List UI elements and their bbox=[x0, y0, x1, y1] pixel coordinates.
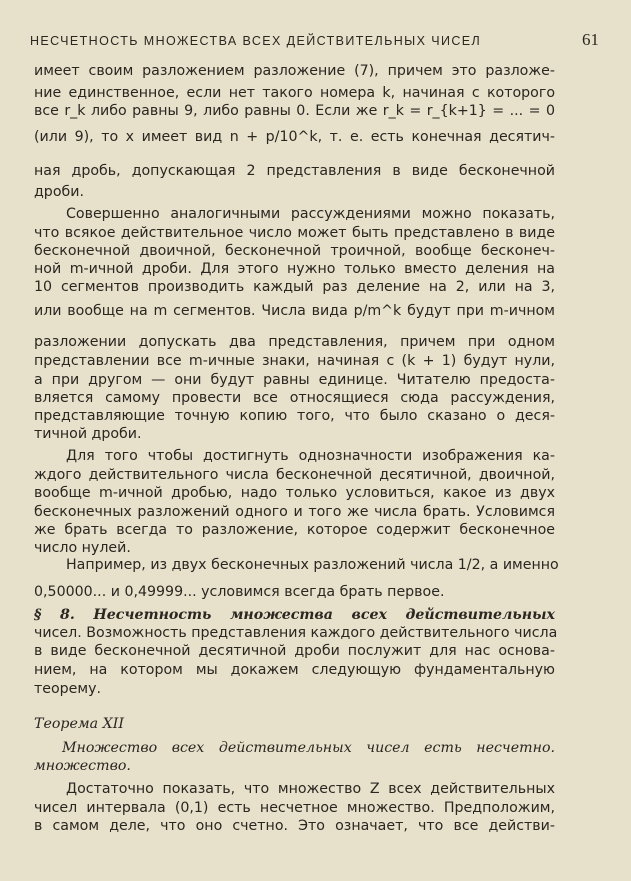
text-line: же брать всегда то разложение, которое содержит бесконечное bbox=[34, 522, 555, 538]
text-line: дроби. bbox=[34, 184, 84, 200]
text-line: множество. bbox=[34, 758, 131, 774]
text-line: Достаточно показать, что множество Z всех действительных bbox=[66, 781, 555, 797]
text-line: Совершенно аналогичными рассуждениями можно показать, bbox=[66, 206, 555, 222]
text-line: нием, на котором мы докажем следующую фундаментальную bbox=[34, 662, 555, 678]
text-line: а при другом — они будут равны единице. Читателю предоста- bbox=[34, 372, 555, 388]
text-line: представляющие точную копию того, что было сказано о деся- bbox=[34, 408, 555, 424]
text-line: вообще m-ичной дробью, надо только условиться, какое из двух bbox=[34, 485, 555, 501]
text-line: 10 сегментов производить каждый раз деление на 2, или на 3, bbox=[34, 279, 555, 295]
text-line: Например, из двух бесконечных разложений числа 1/2, а именно bbox=[66, 557, 559, 573]
text-line: ная дробь, допускающая 2 представления в виде бесконечной bbox=[34, 163, 555, 179]
header-title: НЕСЧЕТНОСТЬ МНОЖЕСТВА ВСЕХ ДЕЙСТВИТЕЛЬНЫХ ЧИСЕЛ bbox=[30, 34, 482, 48]
text-line: ние единственное, если нет такого номера k, начиная с которого bbox=[34, 85, 555, 101]
page-number: 61 bbox=[582, 30, 599, 49]
text-line: в виде бесконечной десятичной дроби послужит для нас основа- bbox=[34, 643, 555, 659]
text-line: разложении допускать два представления, причем при одном bbox=[34, 334, 555, 350]
text-line: (или 9), то x имеет вид n + p/10^k, т. е. есть конечная десятич- bbox=[34, 129, 555, 145]
running-header bbox=[30, 30, 599, 52]
text-line: § 8. Несчетность множества всех действительных bbox=[34, 607, 555, 623]
text-line: имеет своим разложением разложение (7), причем это разложе- bbox=[34, 63, 555, 79]
text-line: в самом деле, что оно счетно. Это означает, что все действи- bbox=[34, 818, 555, 834]
text-line: что всякое действительное число может быть представлено в виде bbox=[34, 225, 555, 241]
text-line: Для того чтобы достигнуть однозначности изображения ка- bbox=[66, 448, 555, 464]
text-line: число нулей. bbox=[34, 540, 131, 556]
text-line: Множество всех действительных чисел есть несчетно. bbox=[62, 740, 555, 756]
text-line: тичной дроби. bbox=[34, 426, 142, 442]
text-line: теорему. bbox=[34, 681, 102, 697]
text-line: бесконечных разложений одного и того же числа брать. Условимся bbox=[34, 504, 555, 520]
text-line: чисел интервала (0,1) есть несчетное множество. Предположим, bbox=[34, 800, 555, 816]
text-line: или вообще на m сегментов. Числа вида p/m^k будут при m-ичном bbox=[34, 303, 555, 319]
text-line: представлении все m-ичные знаки, начиная с (k + 1) будут нули, bbox=[34, 353, 555, 369]
text-line: вляется самому провести все относящиеся сюда рассуждения, bbox=[34, 390, 555, 406]
text-line: 0,50000... и 0,49999... условимся всегда брать первое. bbox=[34, 584, 445, 600]
text-line: все r_k либо равны 9, либо равны 0. Если же r_k = r_{k+1} = ... = 0 bbox=[34, 103, 555, 119]
text-line: Теорема XII bbox=[34, 716, 124, 732]
text-line: ной m-ичной дроби. Для этого нужно только вместо деления на bbox=[34, 261, 555, 277]
text-line: бесконечной двоичной, бесконечной троичной, вообще бесконеч- bbox=[34, 243, 555, 259]
text-line: чисел. Возможность представления каждого действительного числа bbox=[34, 625, 558, 641]
text-line: ждого действительного числа бесконечной десятичной, двоичной, bbox=[34, 467, 555, 483]
